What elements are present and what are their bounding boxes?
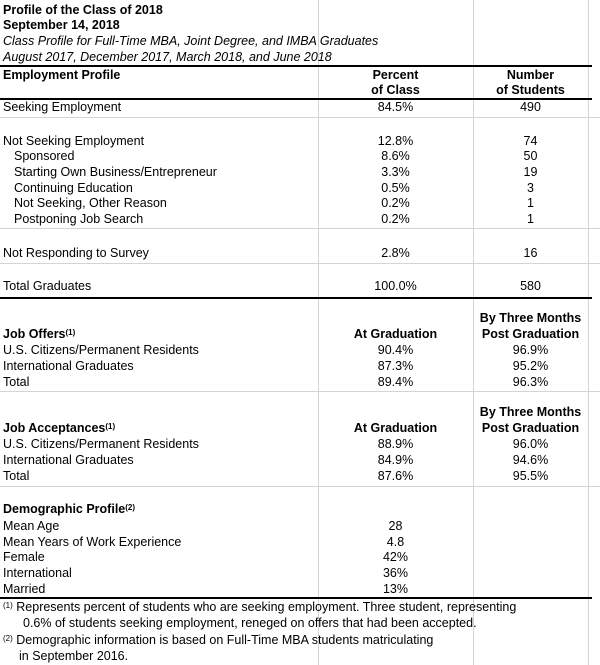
number-header: Number <box>506 68 555 82</box>
footnote-2: $^{(2)}$ Demographic information is based on Full-Time MBA students matriculating <box>3 633 434 647</box>
row-label: Total <box>3 469 30 483</box>
row-percent: 0.2% <box>381 196 410 210</box>
row-label: International <box>3 566 72 580</box>
row-at-graduation: 84.9% <box>377 453 414 467</box>
acceptances-heading: Job Acceptances$^{(1)}$ <box>3 421 116 435</box>
divider <box>0 597 592 599</box>
row-three-months: 95.5% <box>512 469 549 483</box>
offers-col1-header: At Graduation <box>353 327 438 341</box>
row-gridline <box>0 117 600 118</box>
demographic-heading: Demographic Profile$^{(2)}$ <box>3 502 136 516</box>
row-percent: 3.3% <box>381 165 410 179</box>
row-gridline <box>0 228 600 229</box>
offers-heading: Job Offers$^{(1)}$ <box>3 327 76 341</box>
row-percent: 0.2% <box>381 212 410 226</box>
row-percent: 100.0% <box>374 279 417 293</box>
row-gridline <box>0 486 600 487</box>
row-label: Not Seeking Employment <box>3 134 145 148</box>
percent-header-line2: of Class <box>371 83 420 97</box>
report-subtitle-dates: August 2017, December 2017, March 2018, and June 2018 <box>3 50 332 64</box>
row-percent: 12.8% <box>377 134 414 148</box>
number-header-line2: of Students <box>496 83 565 97</box>
row-value: 42% <box>382 550 409 564</box>
row-percent: 0.5% <box>381 181 410 195</box>
percent-header: Percent <box>372 68 419 82</box>
row-at-graduation: 88.9% <box>377 437 414 451</box>
row-label: Continuing Education <box>14 181 133 195</box>
row-number: 490 <box>520 100 541 114</box>
row-at-graduation: 90.4% <box>377 343 414 357</box>
row-value: 28 <box>388 519 403 533</box>
row-label: Female <box>3 550 45 564</box>
row-three-months: 95.2% <box>512 359 549 373</box>
report-date: September 14, 2018 <box>3 18 120 32</box>
row-label: Mean Years of Work Experience <box>3 535 182 549</box>
row-number: 19 <box>523 165 538 179</box>
footnote-1-continued: 0.6% of students seeking employment, reneged on offers that had been accepted. <box>23 616 477 630</box>
row-gridline <box>0 263 600 264</box>
row-three-months: 96.3% <box>512 375 549 389</box>
row-number: 16 <box>523 246 538 260</box>
row-label: Sponsored <box>14 149 75 163</box>
row-number: 3 <box>527 181 534 195</box>
row-label: U.S. Citizens/Permanent Residents <box>3 437 199 451</box>
row-at-graduation: 87.3% <box>377 359 414 373</box>
row-percent: 8.6% <box>381 149 410 163</box>
row-three-months: 96.9% <box>512 343 549 357</box>
row-at-graduation: 89.4% <box>377 375 414 389</box>
row-number: 50 <box>523 149 538 163</box>
row-label: Mean Age <box>3 519 60 533</box>
employment-heading: Employment Profile <box>3 68 121 82</box>
row-label: Married <box>3 582 46 596</box>
row-label: Seeking Employment <box>3 100 122 114</box>
acceptances-col2-header-line2: Post Graduation <box>481 421 580 435</box>
row-number: 1 <box>527 212 534 226</box>
row-label: U.S. Citizens/Permanent Residents <box>3 343 199 357</box>
divider <box>0 297 592 299</box>
row-number: 74 <box>523 134 538 148</box>
row-label: Total Graduates <box>3 279 92 293</box>
report-title: Profile of the Class of 2018 <box>3 3 163 17</box>
report-subtitle: Class Profile for Full-Time MBA, Joint Degree, and IMBA Graduates <box>3 34 379 48</box>
offers-col2-header: By Three Months <box>479 311 582 325</box>
footnote-1: $^{(1)}$ Represents percent of students who are seeking employment. Three student, representing <box>3 600 517 614</box>
row-value: 13% <box>382 582 409 596</box>
row-three-months: 96.0% <box>512 437 549 451</box>
offers-col2-header-line2: Post Graduation <box>481 327 580 341</box>
row-label: International Graduates <box>3 359 134 373</box>
row-at-graduation: 87.6% <box>377 469 414 483</box>
row-label: Postponing Job Search <box>14 212 144 226</box>
row-label: International Graduates <box>3 453 134 467</box>
row-three-months: 94.6% <box>512 453 549 467</box>
row-percent: 84.5% <box>377 100 414 114</box>
divider <box>0 65 592 67</box>
row-label: Starting Own Business/Entrepreneur <box>14 165 217 179</box>
row-label: Total <box>3 375 30 389</box>
acceptances-col2-header: By Three Months <box>479 405 582 419</box>
acceptances-col1-header: At Graduation <box>353 421 438 435</box>
row-percent: 2.8% <box>381 246 410 260</box>
row-gridline <box>0 391 600 392</box>
row-value: 36% <box>382 566 409 580</box>
footnote-2-continued: in September 2016. <box>19 649 129 663</box>
row-number: 1 <box>527 196 534 210</box>
row-value: 4.8 <box>386 535 405 549</box>
row-label: Not Seeking, Other Reason <box>14 196 167 210</box>
row-number: 580 <box>520 279 541 293</box>
row-label: Not Responding to Survey <box>3 246 149 260</box>
